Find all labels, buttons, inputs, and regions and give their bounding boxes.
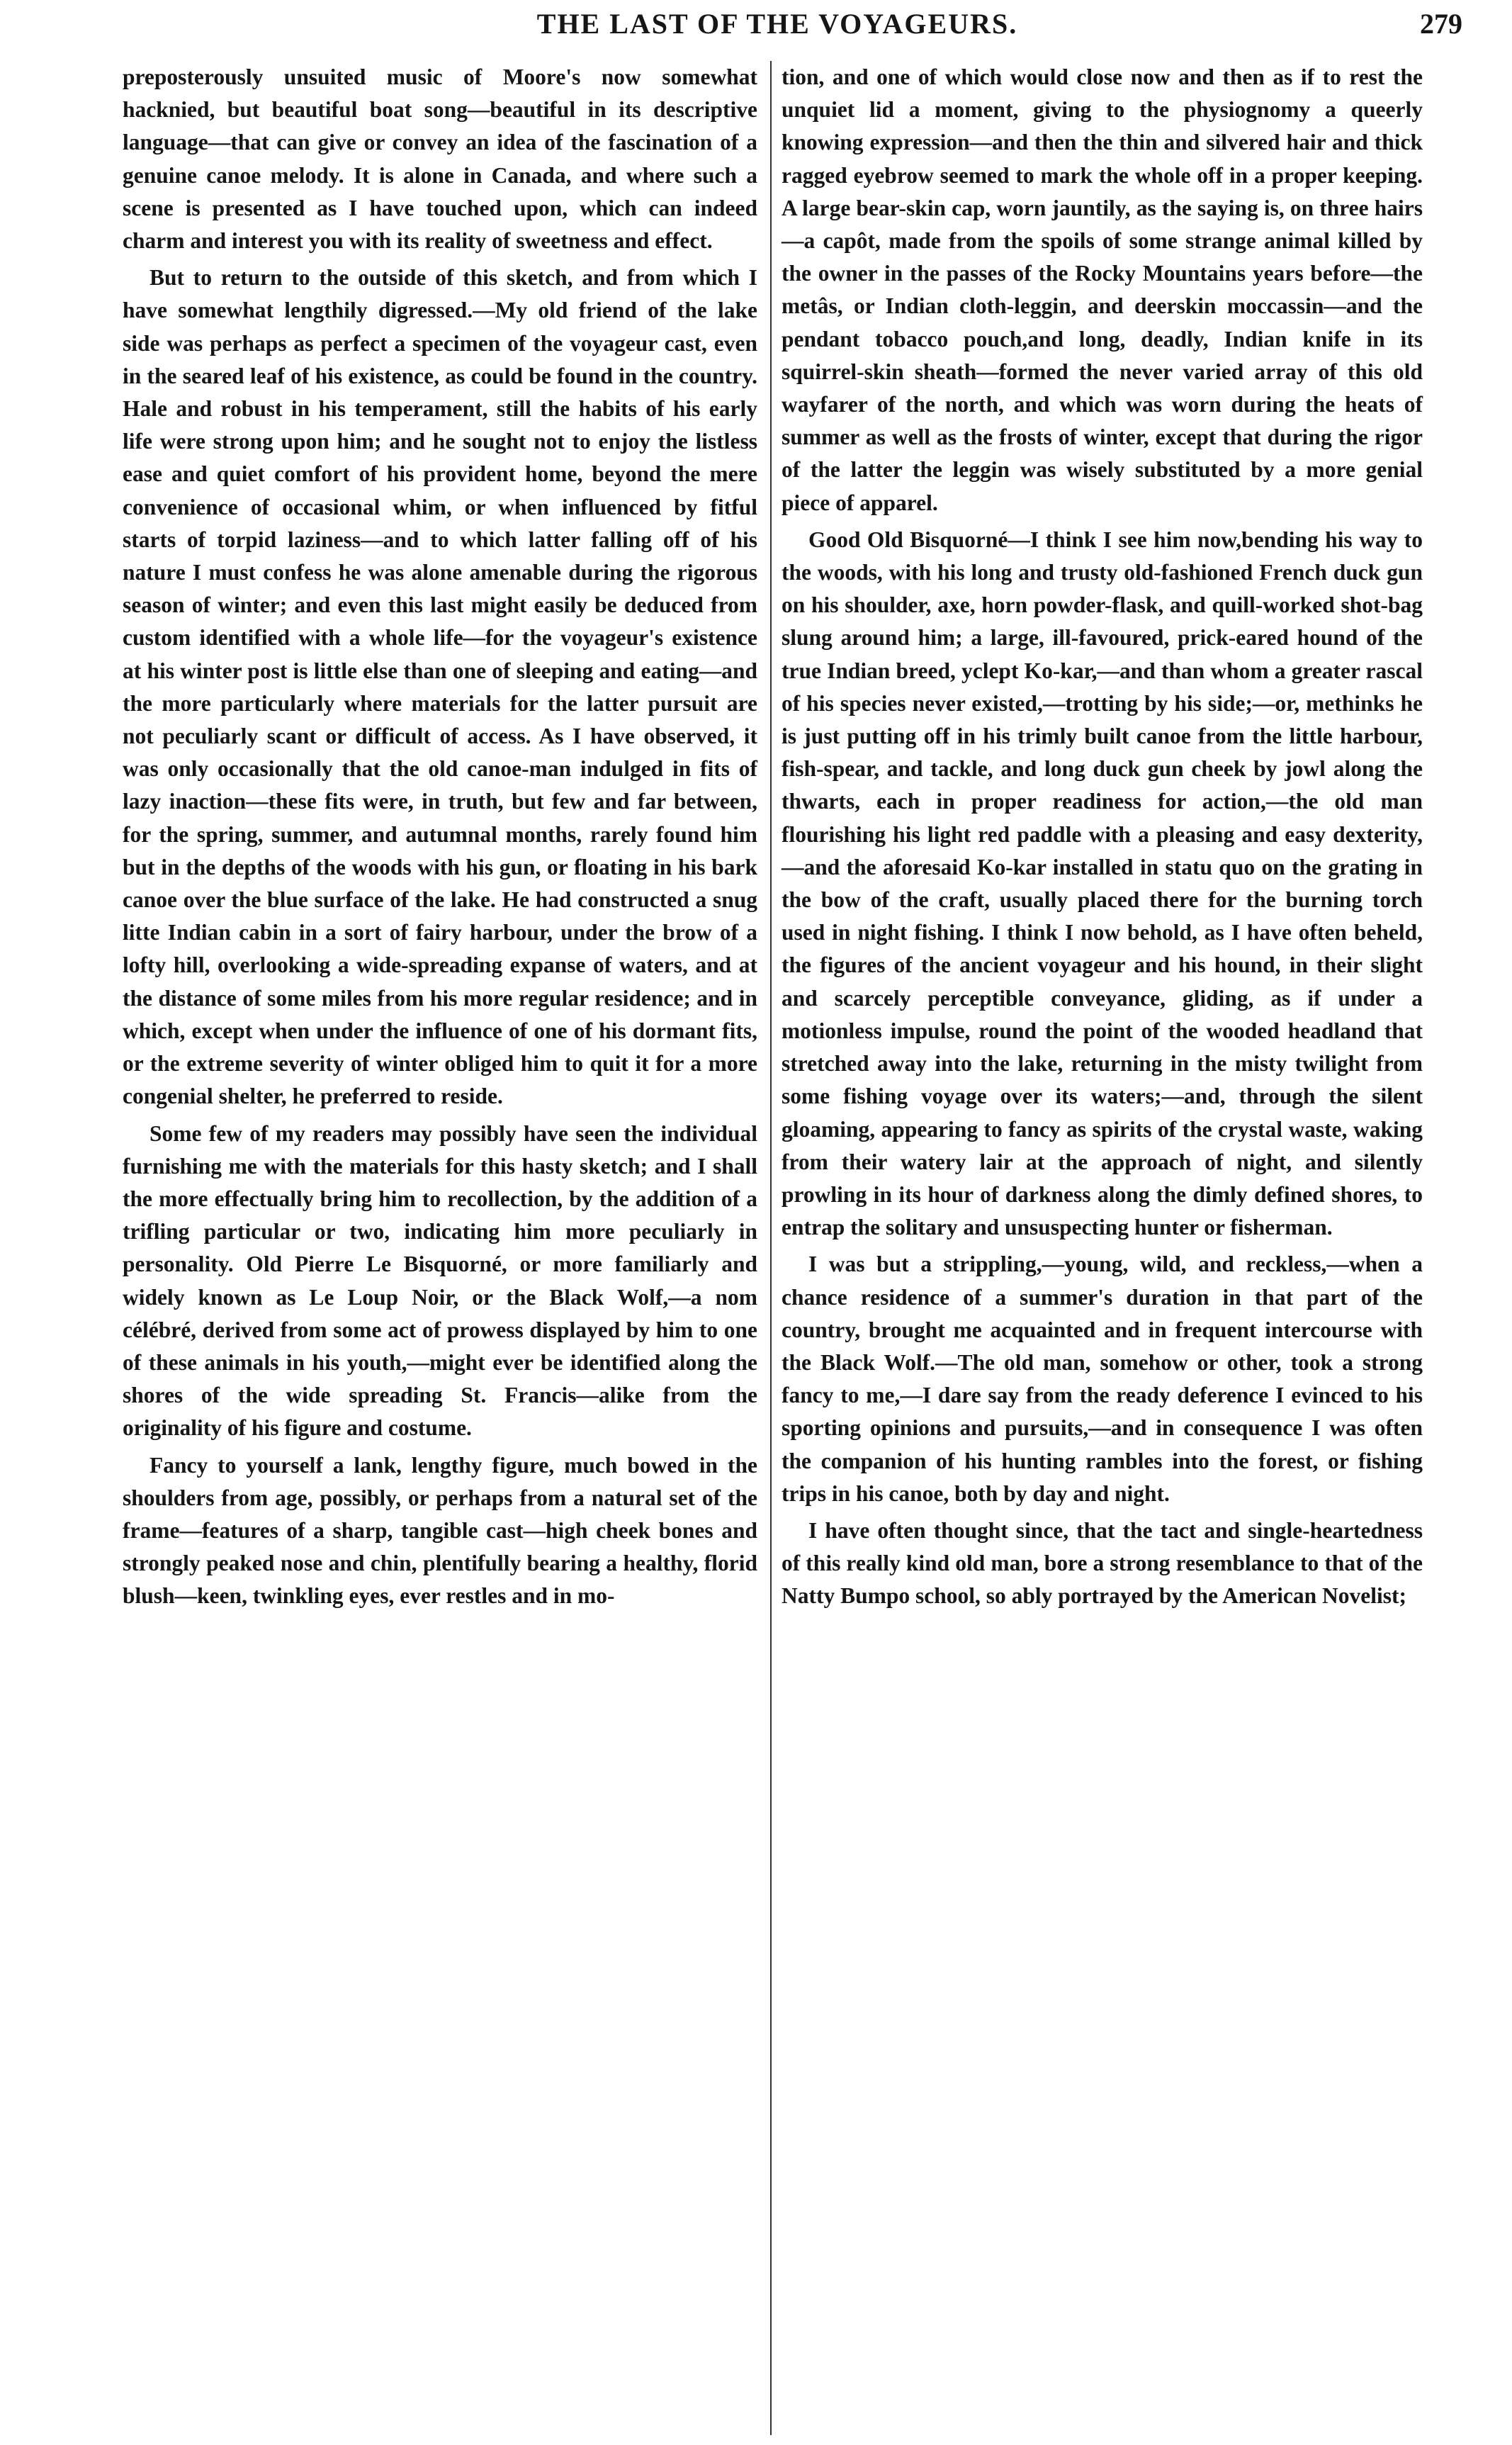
left-paragraph-3: Some few of my readers may possibly have seen the individual furnishing me with the materials for this hasty sketch; and I shall the more effectually bring him to recollection, by the addition of a trifling particular or two, indicating him more peculiarly in personality. Old Pierre Le Bisquorné, or more familiarly and widely known as Le Loup Noir, or the Black Wolf,—a nom célébré, derived from some act of prowess displayed by him to one of these animals in his youth,—might ever be identified along the shores of the wide spreading St. Francis—alike from the originality of his figure and costume. bbox=[123, 1120, 757, 1441]
right-paragraph-2: Good Old Bisquorné—I think I see him now,bending his way to the woods, with his long and trusty old-fashioned French duck gun on his shoulder, axe, horn powder-flask, and quill-worked shot-bag slung around him; a large, ill-favoured, prick-eared hound of the true Indian breed, yclept Ko-kar,—and than whom a greater rascal of his species never existed,—trotting by his side;—or, methinks he is just putting off in his trimly built canoe from the little harbour, fish-spear, and tackle, and long duck gun cheek by jowl along the thwarts, each in proper readiness for action,—the old man flourishing his light red paddle with a pleasing and easy dexterity,—and the aforesaid Ko-kar installed in statu quo on the grating in the bow of the craft, usually placed there for the burning torch used in night fishing. I think I now behold, as I have often beheld, the figures of the ancient voyageur and his hound, in their slight and scarcely perceptible conveyance, gliding, as if under a motionless impulse, round the point of the wooded headland that stretched away into the lake, returning in the misty twilight from some fishing voyage over its waters;—and, through the silent gloaming, appearing to fancy as spirits of the crystal waste, waking from their watery lair at the approach of night, and silently prowling in its hour of darkness along the dimly defined shores, to entrap the solitary and unsuspecting hunter or fisherman. bbox=[782, 527, 1423, 1240]
right-column bbox=[782, 61, 1423, 1617]
left-column bbox=[123, 61, 757, 1617]
left-paragraph-4: Fancy to yourself a lank, lengthy figure, much bowed in the shoulders from age, possibly, or perhaps from a natural set of the frame—features of a sharp, tangible cast—high cheek bones and strongly peaked nose and chin, plentifully bearing a healthy, florid blush—keen, twinkling eyes, ever restles and in mo- bbox=[123, 1452, 757, 1609]
column-divider bbox=[770, 61, 772, 2435]
page-number: 279 bbox=[1420, 8, 1462, 40]
right-paragraph-4: I have often thought since, that the tact and single-heartedness of this really kind old man, bore a strong resemblance to that of the Natty Bumpo school, so ably portrayed by the American Novelist; bbox=[782, 1517, 1423, 1609]
left-paragraph-1: preposterously unsuited music of Moore's now somewhat hacknied, but beautiful boat song—beautiful in its descriptive language—that can give or convey an idea of the fascination of a genuine canoe melody. It is alone in Canada, and where such a scene is presented as I have touched upon, which can indeed charm and interest you with its reality of sweetness and effect. bbox=[123, 64, 757, 254]
right-paragraph-3: I was but a strippling,—young, wild, and reckless,—when a chance residence of a summer's duration in that part of the country, brought me acquainted and in frequent intercourse with the Black Wolf.—The old man, somehow or other, took a strong fancy to me,—I dare say from the ready deference I evinced to his sporting opinions and pursuits,—and in consequence I was often the companion of his hunting rambles into the forest, or fishing trips in his canoe, both by day and night. bbox=[782, 1252, 1423, 1506]
left-paragraph-2: But to return to the outside of this sketch, and from which I have somewhat lengthily digressed.—My old friend of the lake side was perhaps as perfect a specimen of the voyageur cast, even in the seared leaf of his existence, as could be found in the country. Hale and robust in his temperament, still the habits of his early life were strong upon him; and he sought not to enjoy the listless ease and quiet comfort of his provident home, beyond the mere convenience of occasional whim, or when influenced by fitful starts of torpid laziness—and to which latter falling off of his nature I must confess he was alone amenable during the rigorous season of winter; and even this last might easily be deduced from custom identified with a whole life—for the voyageur's existence at his winter post is little else than one of sleeping and eating—and the more particularly where materials for the latter pursuit are not peculiarly scant or difficult of access. As I have observed, it was only occasionally that the old canoe-man indulged in fits of lazy inaction—these fits were, in truth, but few and far between, for the spring, summer, and autumnal months, rarely found him but in the depths of the woods with his gun, or floating in his bark canoe over the blue surface of the lake. He had constructed a snug litte Indian cabin in a sort of fairy harbour, under the brow of a lofty hill, overlooking a wide-spreading expanse of waters, and at the distance of some miles from his more regular residence; and in which, except when under the influence of one of his dormant fits, or the extreme severity of winter obliged him to quit it for a more congenial shelter, he preferred to reside. bbox=[123, 265, 757, 1109]
running-title: THE LAST OF THE VOYAGEURS. bbox=[536, 8, 1018, 40]
running-head bbox=[85, 4, 1469, 47]
right-paragraph-1: tion, and one of which would close now and then as if to rest the unquiet lid a moment, giving to the physiognomy a queerly knowing expression—and then the thin and silvered hair and thick ragged eyebrow seemed to mark the whole off in a proper keeping. A large bear-skin cap, worn jauntily, as the saying is, on three hairs—a capôt, made from the spoils of some strange animal killed by the owner in the passes of the Rocky Mountains years before—the metâs, or Indian cloth-leggin, and deerskin moccassin—and the pendant tobacco pouch,and long, deadly, Indian knife in its squirrel-skin sheath—formed the never varied array of this old wayfarer of the north, and which was worn during the heats of summer as well as the frosts of winter, except that during the rigor of the latter the leggin was wisely substituted by a more genial piece of apparel. bbox=[782, 64, 1423, 515]
